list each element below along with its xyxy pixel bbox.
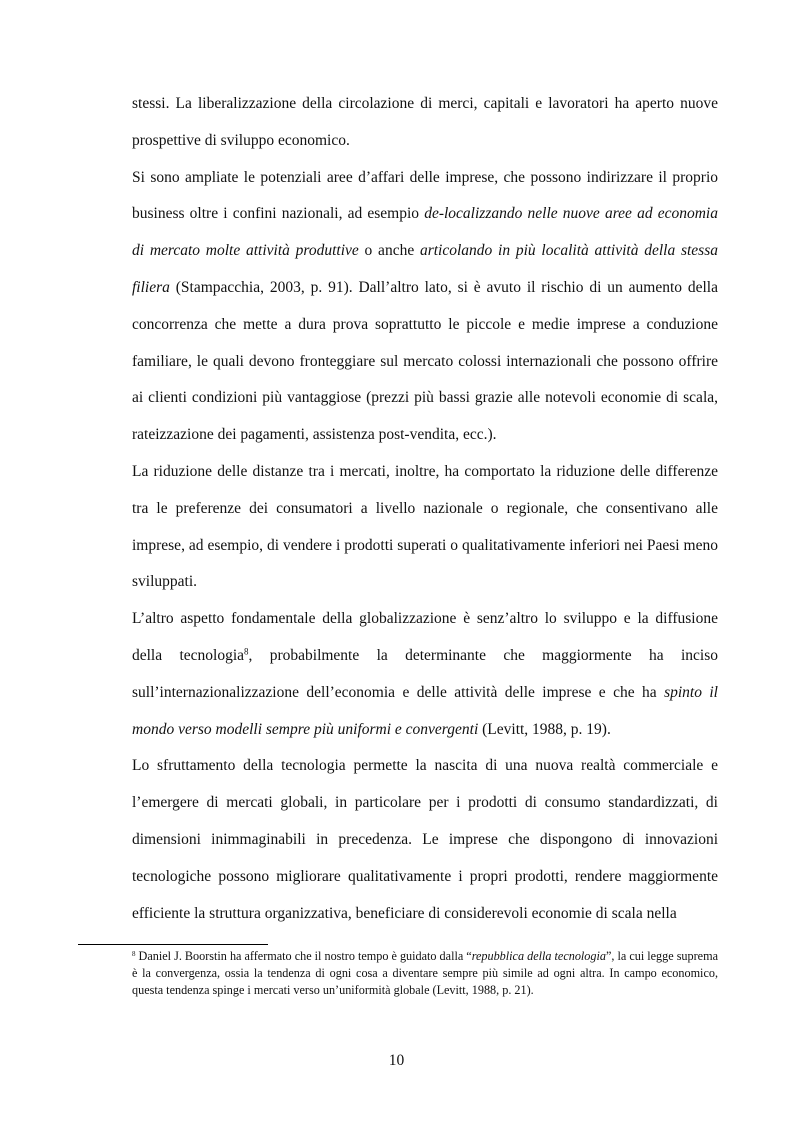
paragraph-text: , probabilmente la determinante che maggiormente ha inciso sull’internazionalizzazione dell’economia e delle attività delle imprese e che ha xyxy=(132,646,718,701)
paragraph xyxy=(132,601,718,748)
paragraph-italic-text: articolando in più località attività della stessa filiera xyxy=(132,242,718,296)
page-number: 10 xyxy=(388,1052,405,1069)
footnote-separator xyxy=(78,944,268,945)
paragraph xyxy=(132,86,718,160)
paragraph-text: Lo sfruttamento della tecnologia permette la nascita di una nuova realtà commerciale e l’emergere di mercati globali, in particolare per i prodotti di consumo standardizzati, di dimensioni inimmaginabili in precedenza. Le imprese che dispongono di innovazioni tecnologiche possono migliorare qualitativamente i propri prodotti, rendere maggiormente efficiente la struttura organizzativa, beneficiare di considerevoli economie di scala nella xyxy=(132,757,718,922)
footnote-text: ”, la cui legge suprema è la convergenza, ossia la tendenza di ogni cosa a diventare sempre più simile ad ogni altra. In campo economico, questa tendenza spinge i mercati verso un’uniformità globale (Levitt, 1988, p. 21). xyxy=(132,949,718,997)
footnote-text xyxy=(132,948,718,999)
paragraph-text: (Levitt, 1988, p. 19). xyxy=(478,720,611,738)
footnote-marker: 8 xyxy=(244,646,249,657)
paragraph xyxy=(132,160,718,454)
paragraph xyxy=(132,748,718,932)
paragraph-text: stessi. La liberalizzazione della circolazione di merci, capitali e lavoratori ha aperto nuove prospettive di sviluppo economico. xyxy=(132,95,718,149)
footnote-text: Daniel J. Boorstin ha affermato che il nostro tempo è guidato dalla “ xyxy=(135,949,472,963)
paragraph-italic-text: spinto il mondo verso modelli sempre più uniformi e convergenti xyxy=(132,683,718,738)
footnote-italic-text: repubblica della tecnologia xyxy=(471,949,606,963)
paragraph-italic-text: de-localizzando nelle nuove aree ad economia di mercato molte attività produttive xyxy=(132,205,718,260)
paragraph-text: Si sono ampliate le potenziali aree d’affari delle imprese, che possono indirizzare il proprio business oltre i confini nazionali, ad esempio xyxy=(132,168,718,223)
paragraph-text: La riduzione delle distanze tra i mercati, inoltre, ha comportato la riduzione delle differenze tra le preferenze dei consumatori a livello nazionale o regionale, che consentivano alle imprese, ad esempio, di vendere i prodotti superati o qualitativamente inferiori nei Paesi meno sviluppati. xyxy=(132,462,718,591)
paragraph-text: o anche xyxy=(358,242,420,260)
footnote-marker: 8 xyxy=(132,949,136,958)
body-text xyxy=(132,86,718,932)
footnote xyxy=(132,948,718,999)
paragraph-text: (Stampacchia, 2003, p. 91). Dall’altro lato, si è avuto il rischio di un aumento della concorrenza che mette a dura prova soprattutto le piccole e medie imprese a conduzione familiare, le quali devono fronteggiare sul mercato colossi internazionali che possono offrire ai clienti condizioni più vantaggiose (prezzi più bassi grazie alle notevoli economie di scala, rateizzazione dei pagamenti, assistenza post-vendita, ecc.). xyxy=(132,278,718,444)
paragraph xyxy=(132,454,718,601)
paragraph-text: L’altro aspetto fondamentale della globalizzazione è senz’altro lo sviluppo e la diffusione della tecnologia xyxy=(132,610,718,664)
